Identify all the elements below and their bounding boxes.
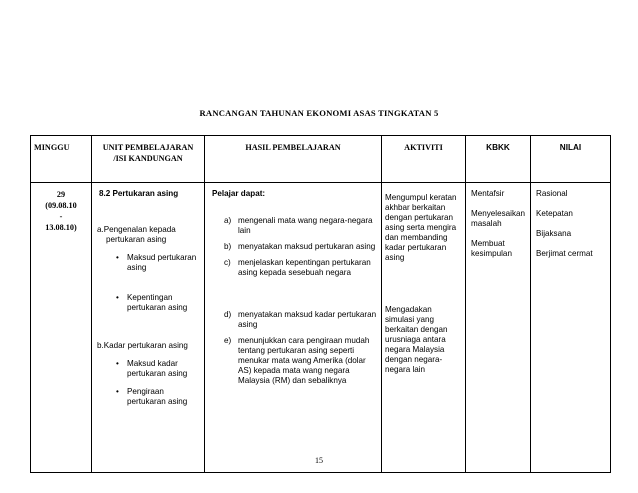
- kbkk-item: Membuat kesimpulan: [471, 239, 512, 258]
- header-unit-line2: /ISI KANDUNGAN: [113, 154, 183, 163]
- kbkk-item: Menyelesaikan masalah: [471, 209, 525, 228]
- week-end-date: 13.08.10): [45, 223, 77, 232]
- nilai-item: Berjimat cermat: [536, 249, 593, 258]
- header-unit-line1: UNIT PEMBELAJARAN: [102, 143, 194, 152]
- list-item: [97, 253, 201, 273]
- list-item: [97, 359, 201, 379]
- outcome-item: [208, 336, 378, 386]
- kbkk-cell: [466, 183, 531, 473]
- list-item-text: Maksud pertukaran asing: [127, 253, 197, 272]
- outcome-text: menunjukkan cara pengiraan mudah tentang pertukaran asing seperti menukar mata wang Amerika (dolar AS) kepada mata wang negara Malaysia (RM) dan sebaliknya: [238, 336, 370, 385]
- week-cell: [31, 183, 92, 473]
- outcome-item: [208, 258, 378, 278]
- nilai-cell: [531, 183, 611, 473]
- list-item-text: Pengiraan pertukaran asing: [127, 387, 188, 406]
- outcome-item: [208, 216, 378, 236]
- outcome-text: menyatakan maksud pertukaran asing: [238, 242, 376, 251]
- table-row: [31, 183, 611, 473]
- week-number: 29: [56, 190, 66, 199]
- nilai-item: Ketepatan: [536, 209, 573, 218]
- list-item-text: Maksud kadar pertukaran asing: [127, 359, 188, 378]
- header-aktiviti: AKTIVITI: [382, 136, 466, 183]
- bullet-icon: •: [116, 293, 119, 302]
- nilai-item: Rasional: [536, 189, 568, 198]
- outcome-letter: d): [224, 310, 232, 319]
- outcome-letter: a): [224, 216, 232, 225]
- week-dash: -: [59, 212, 63, 221]
- list-item-text: Kepentingan pertukaran asing: [127, 293, 188, 312]
- week-start-date: (09.08.10: [45, 201, 77, 210]
- activity-text: Mengadakan simulasi yang berkaitan dengan urusniaga antara negara Malaysia dengan negara-negara lain: [385, 305, 448, 374]
- document-title: RANCANGAN TAHUNAN EKONOMI ASAS TINGKATAN 5: [199, 108, 439, 118]
- outcome-letter: e): [224, 336, 232, 345]
- bullet-icon: •: [116, 253, 119, 262]
- header-nilai: NILAI: [531, 136, 611, 183]
- learning-outcome-cell: [205, 183, 382, 473]
- subtopic-b: [97, 341, 201, 407]
- nilai-item: Bijaksana: [536, 229, 572, 238]
- activity-cell: [382, 183, 466, 473]
- outcome-letter: c): [224, 258, 231, 267]
- activity-text: Mengumpul keratan akhbar berkaitan dengan pertukaran asing serta mengira dan membanding kadar pertukaran asing: [385, 193, 457, 262]
- header-unit-pembelajaran: [92, 136, 205, 183]
- header-minggu: MINGGU: [31, 136, 92, 183]
- kbkk-item: Mentafsir: [471, 189, 505, 198]
- page-number: 15: [315, 456, 323, 465]
- topic-title: 8.2 Pertukaran asing: [99, 189, 179, 198]
- unit-cell: [92, 183, 205, 473]
- bullet-icon: •: [116, 387, 119, 396]
- table-header-row: [31, 136, 611, 183]
- outcome-text: menyatakan maksud kadar pertukaran asing: [238, 310, 377, 329]
- header-kbkk: KBKK: [466, 136, 531, 183]
- subtopic-b-label: b.Kadar pertukaran asing: [97, 341, 188, 350]
- lesson-plan-table: [30, 135, 611, 473]
- list-item: [97, 293, 201, 313]
- subtopic-a-label: a.Pengenalan kepada pertukaran asing: [97, 225, 176, 244]
- bullet-icon: •: [116, 359, 119, 368]
- outcome-letter: b): [224, 242, 232, 251]
- outcome-item: [208, 310, 378, 330]
- outcome-text: menjelaskan kepentingan pertukaran asing kepada sesebuah negara: [238, 258, 371, 277]
- outcome-text: mengenali mata wang negara-negara lain: [238, 216, 373, 235]
- outcome-intro: Pelajar dapat:: [212, 189, 266, 198]
- list-item: [97, 387, 201, 407]
- outcome-item: [208, 242, 378, 252]
- header-hasil-pembelajaran: HASIL PEMBELAJARAN: [205, 136, 382, 183]
- subtopic-a: [97, 225, 201, 313]
